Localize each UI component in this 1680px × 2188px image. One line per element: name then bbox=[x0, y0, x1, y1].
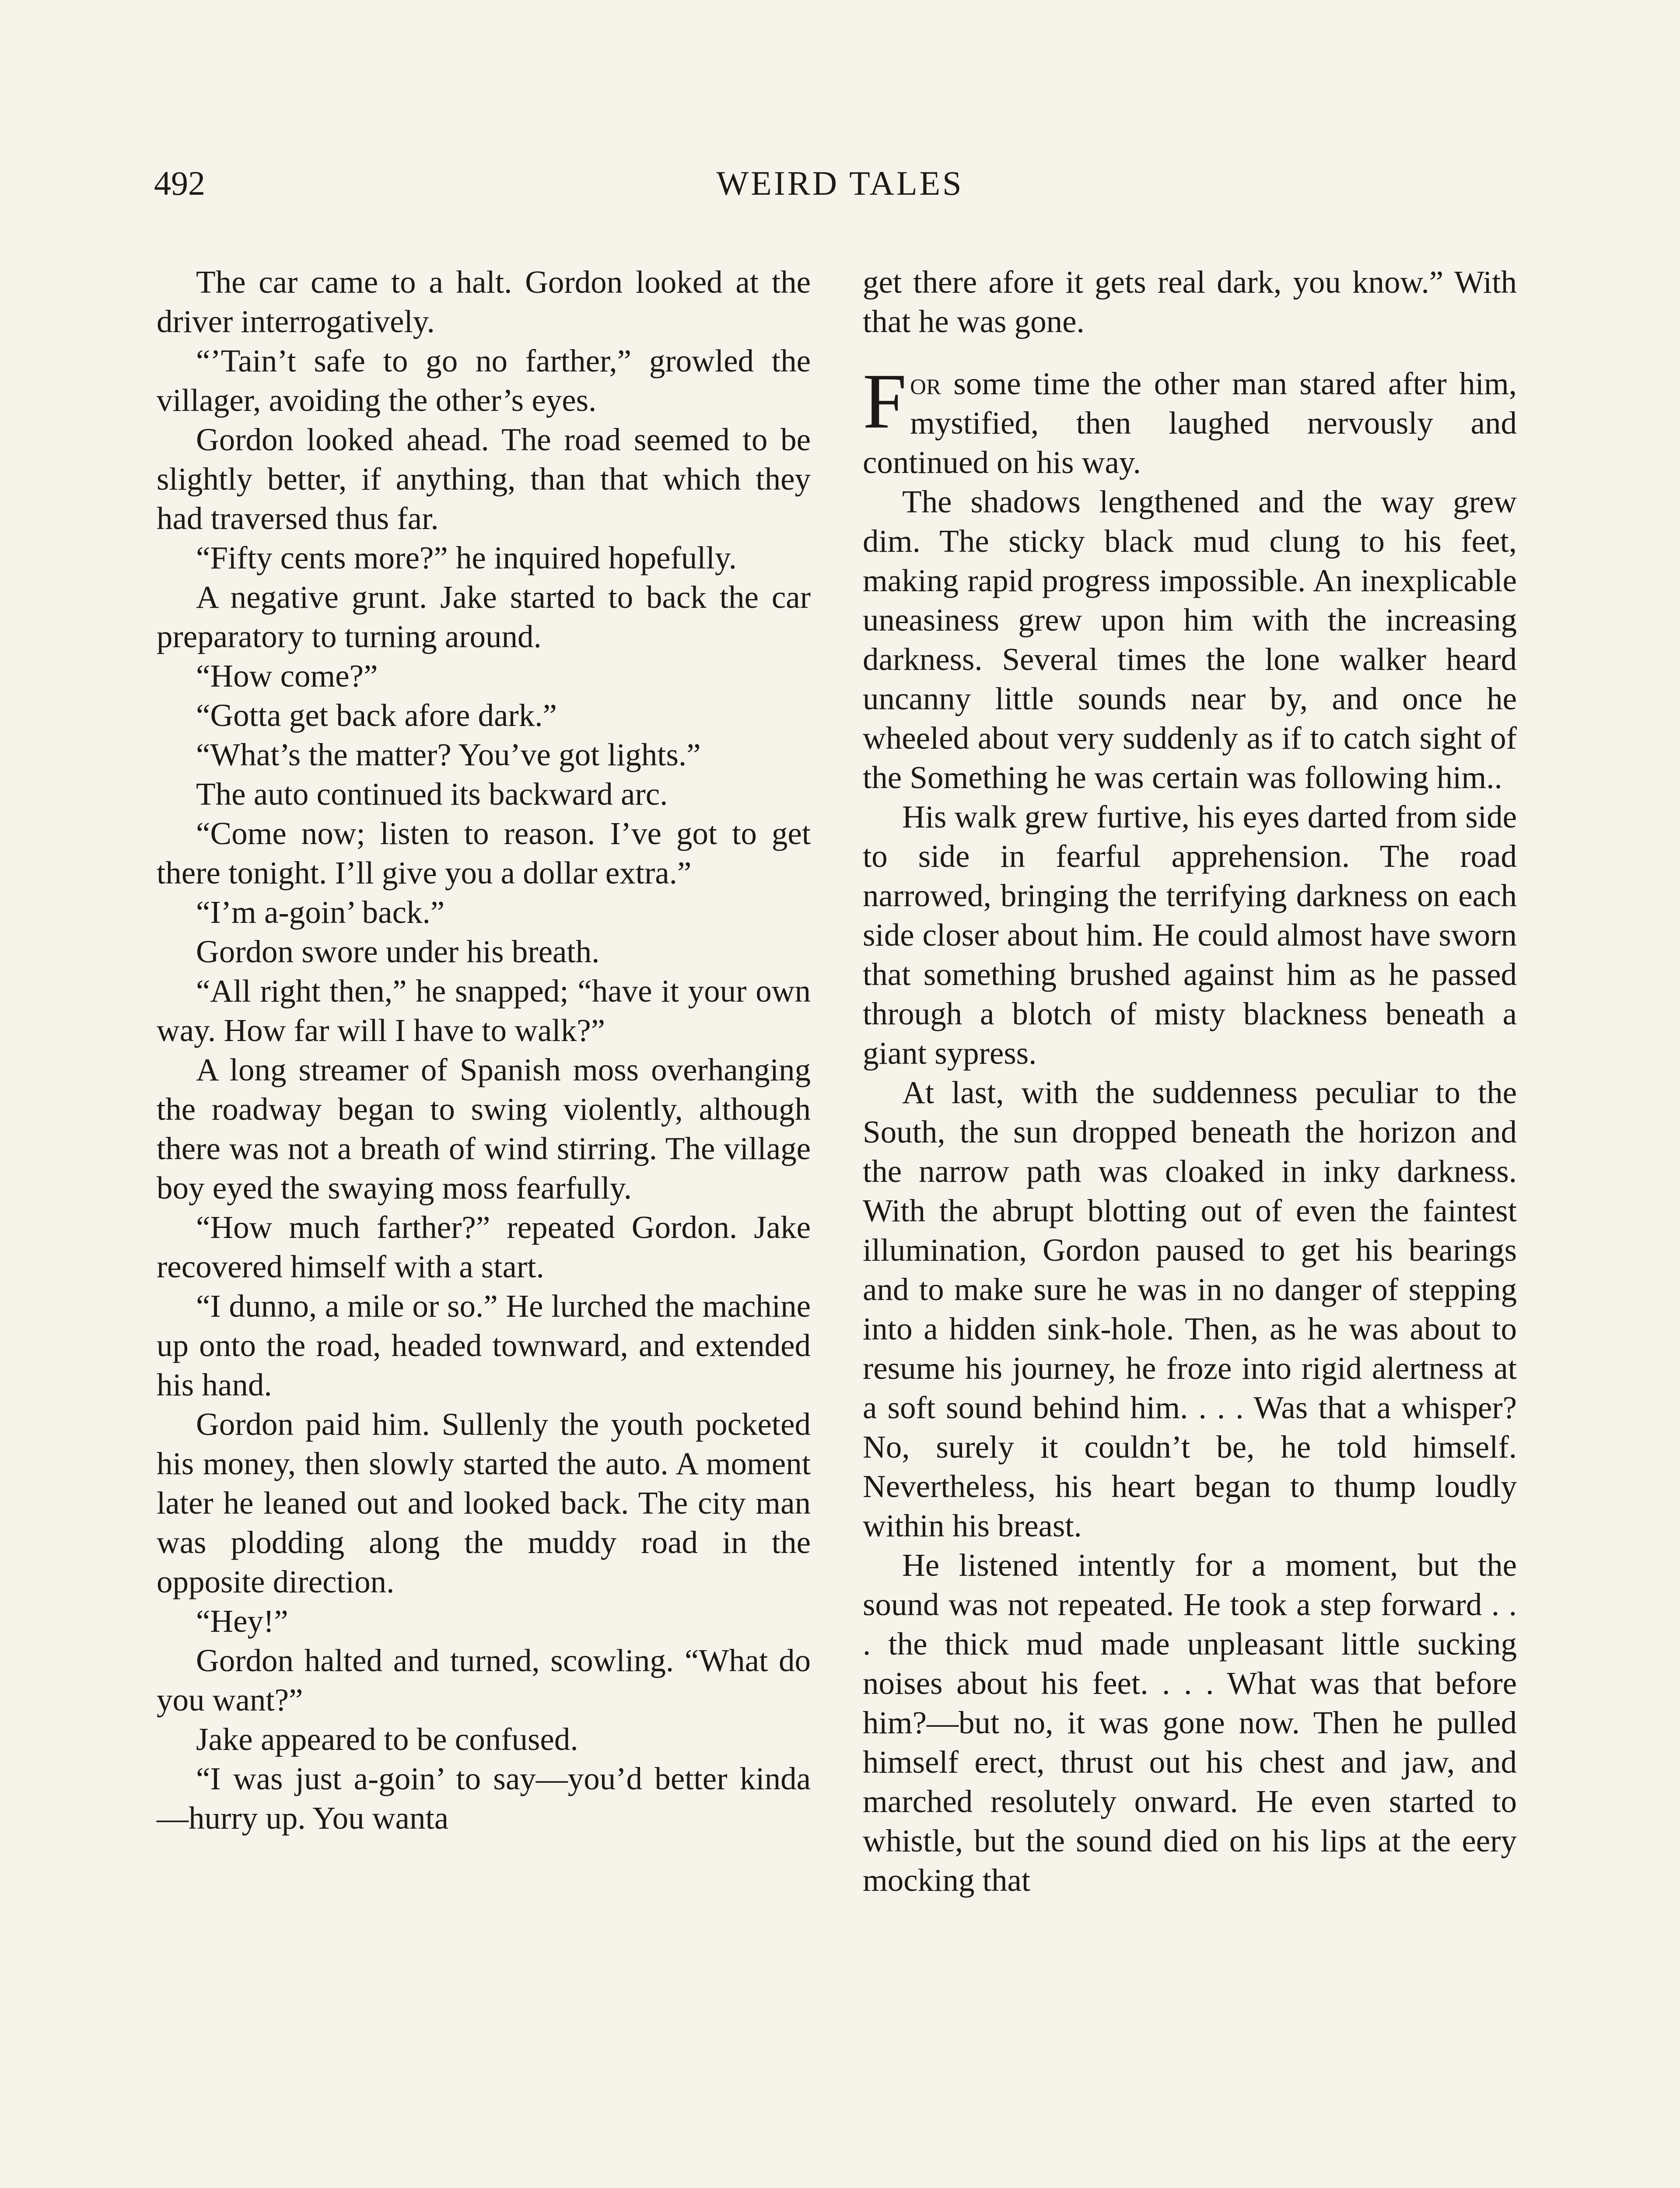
paragraph: “What’s the matter? You’ve got lights.” bbox=[196, 737, 701, 772]
left-column bbox=[157, 263, 811, 1838]
paragraph: “I’m a-goin’ back.” bbox=[196, 894, 445, 930]
paragraph: Gordon paid him. Sullenly the youth pocketed his money, then slowly started the auto. A moment later he leaned out and looked back. The city man was plodding along the muddy road in the opposite direction. bbox=[157, 1406, 811, 1599]
paragraph: “How much farther?” repeated Gordon. Jake recovered himself with a start. bbox=[157, 1210, 811, 1284]
opening-text: some time the other man stared after him, mystified, then laughed nervously and continued on his way. bbox=[863, 366, 1517, 480]
running-head: WEIRD TALES bbox=[716, 164, 964, 202]
paragraph: The shadows lengthened and the way grew dim. The sticky black mud clung to his feet, making rapid progress impossible. An inexplicable uneasiness grew upon him with the increasing darkness. Several times the lone walker heard uncanny little sounds near by, and once he wheeled about very suddenly as if to catch sight of the Something he was certain was following him.. bbox=[863, 484, 1517, 795]
paragraph: The car came to a halt. Gordon looked at the driver interrogatively. bbox=[157, 264, 811, 339]
paragraph: Gordon swore under his breath. bbox=[196, 934, 600, 969]
paragraph: “Hey!” bbox=[196, 1603, 288, 1639]
paragraph: “All right then,” he snapped; “have it your own way. How far will I have to walk?” bbox=[157, 973, 811, 1048]
paragraph: Jake appeared to be confused. bbox=[196, 1722, 578, 1757]
drop-cap-smallcaps: or bbox=[910, 366, 941, 401]
paragraph: “’Tain’t safe to go no farther,” growled the villager, avoiding the other’s eyes. bbox=[157, 343, 811, 418]
paragraph: At last, with the suddenness peculiar to the South, the sun dropped beneath the horizon and the narrow path was cloaked in inky darkness. With the abrupt blotting out of even the faintest illumination, Gordon paused to get his bearings and to make sure he was in no danger of stepping into a hidden sink-hole. Then, as he was about to resume his journey, he froze into rigid alertness at a soft sound behind him. . . . Was that a whisper? No, surely it couldn’t be, he told himself. Nevertheless, his heart began to thump loudly within his breast. bbox=[863, 1075, 1517, 1543]
drop-cap: F bbox=[863, 358, 907, 445]
paragraph: He listened intently for a moment, but the sound was not repeated. He took a step forward . . . the thick mud made unpleasant little sucking noises about his feet. . . . What was that before him?—but no, it was gone now. Then he pulled himself erect, thrust out his chest and jaw, and marched resolutely onward. He even started to whistle, but the sound died on his lips at the eery mocking that bbox=[863, 1547, 1517, 1898]
paragraph: A long streamer of Spanish moss overhanging the roadway began to swing violently, although there was not a breath of wind stirring. The village boy eyed the swaying moss fearfully. bbox=[157, 1052, 811, 1206]
paragraph: “Come now; listen to reason. I’ve got to get there tonight. I’ll give you a dollar extra.” bbox=[157, 816, 811, 891]
paragraph: “How come?” bbox=[196, 658, 378, 694]
right-column bbox=[863, 263, 1517, 1900]
paragraph: Gordon halted and turned, scowling. “What do you want?” bbox=[157, 1643, 811, 1718]
paragraph: Gordon looked ahead. The road seemed to be slightly better, if anything, than that which they had traversed thus far. bbox=[157, 422, 811, 536]
continued-paragraph: get there afore it gets real dark, you know.” With that he was gone. bbox=[863, 264, 1517, 339]
paragraph: His walk grew furtive, his eyes darted from side to side in fearful apprehension. The road narrowed, bringing the terrifying darkness on each side closer about him. He could almost have sworn that something brushed against him as he passed through a blotch of misty blackness beneath a giant sypress. bbox=[863, 799, 1517, 1071]
paragraph: “I dunno, a mile or so.” He lurched the machine up onto the road, headed townward, and extended his hand. bbox=[157, 1288, 811, 1403]
paragraph: “Fifty cents more?” he inquired hopefully. bbox=[196, 540, 737, 575]
paragraph: The auto continued its backward arc. bbox=[196, 776, 668, 812]
paragraph: “Gotta get back afore dark.” bbox=[196, 698, 557, 733]
paragraph: A negative grunt. Jake started to back the car preparatory to turning around. bbox=[157, 579, 811, 654]
paragraph: “I was just a-goin’ to say—you’d better kinda—hurry up. You wanta bbox=[157, 1761, 811, 1836]
section-opening-paragraph bbox=[863, 358, 1517, 482]
page-number: 492 bbox=[154, 164, 205, 202]
